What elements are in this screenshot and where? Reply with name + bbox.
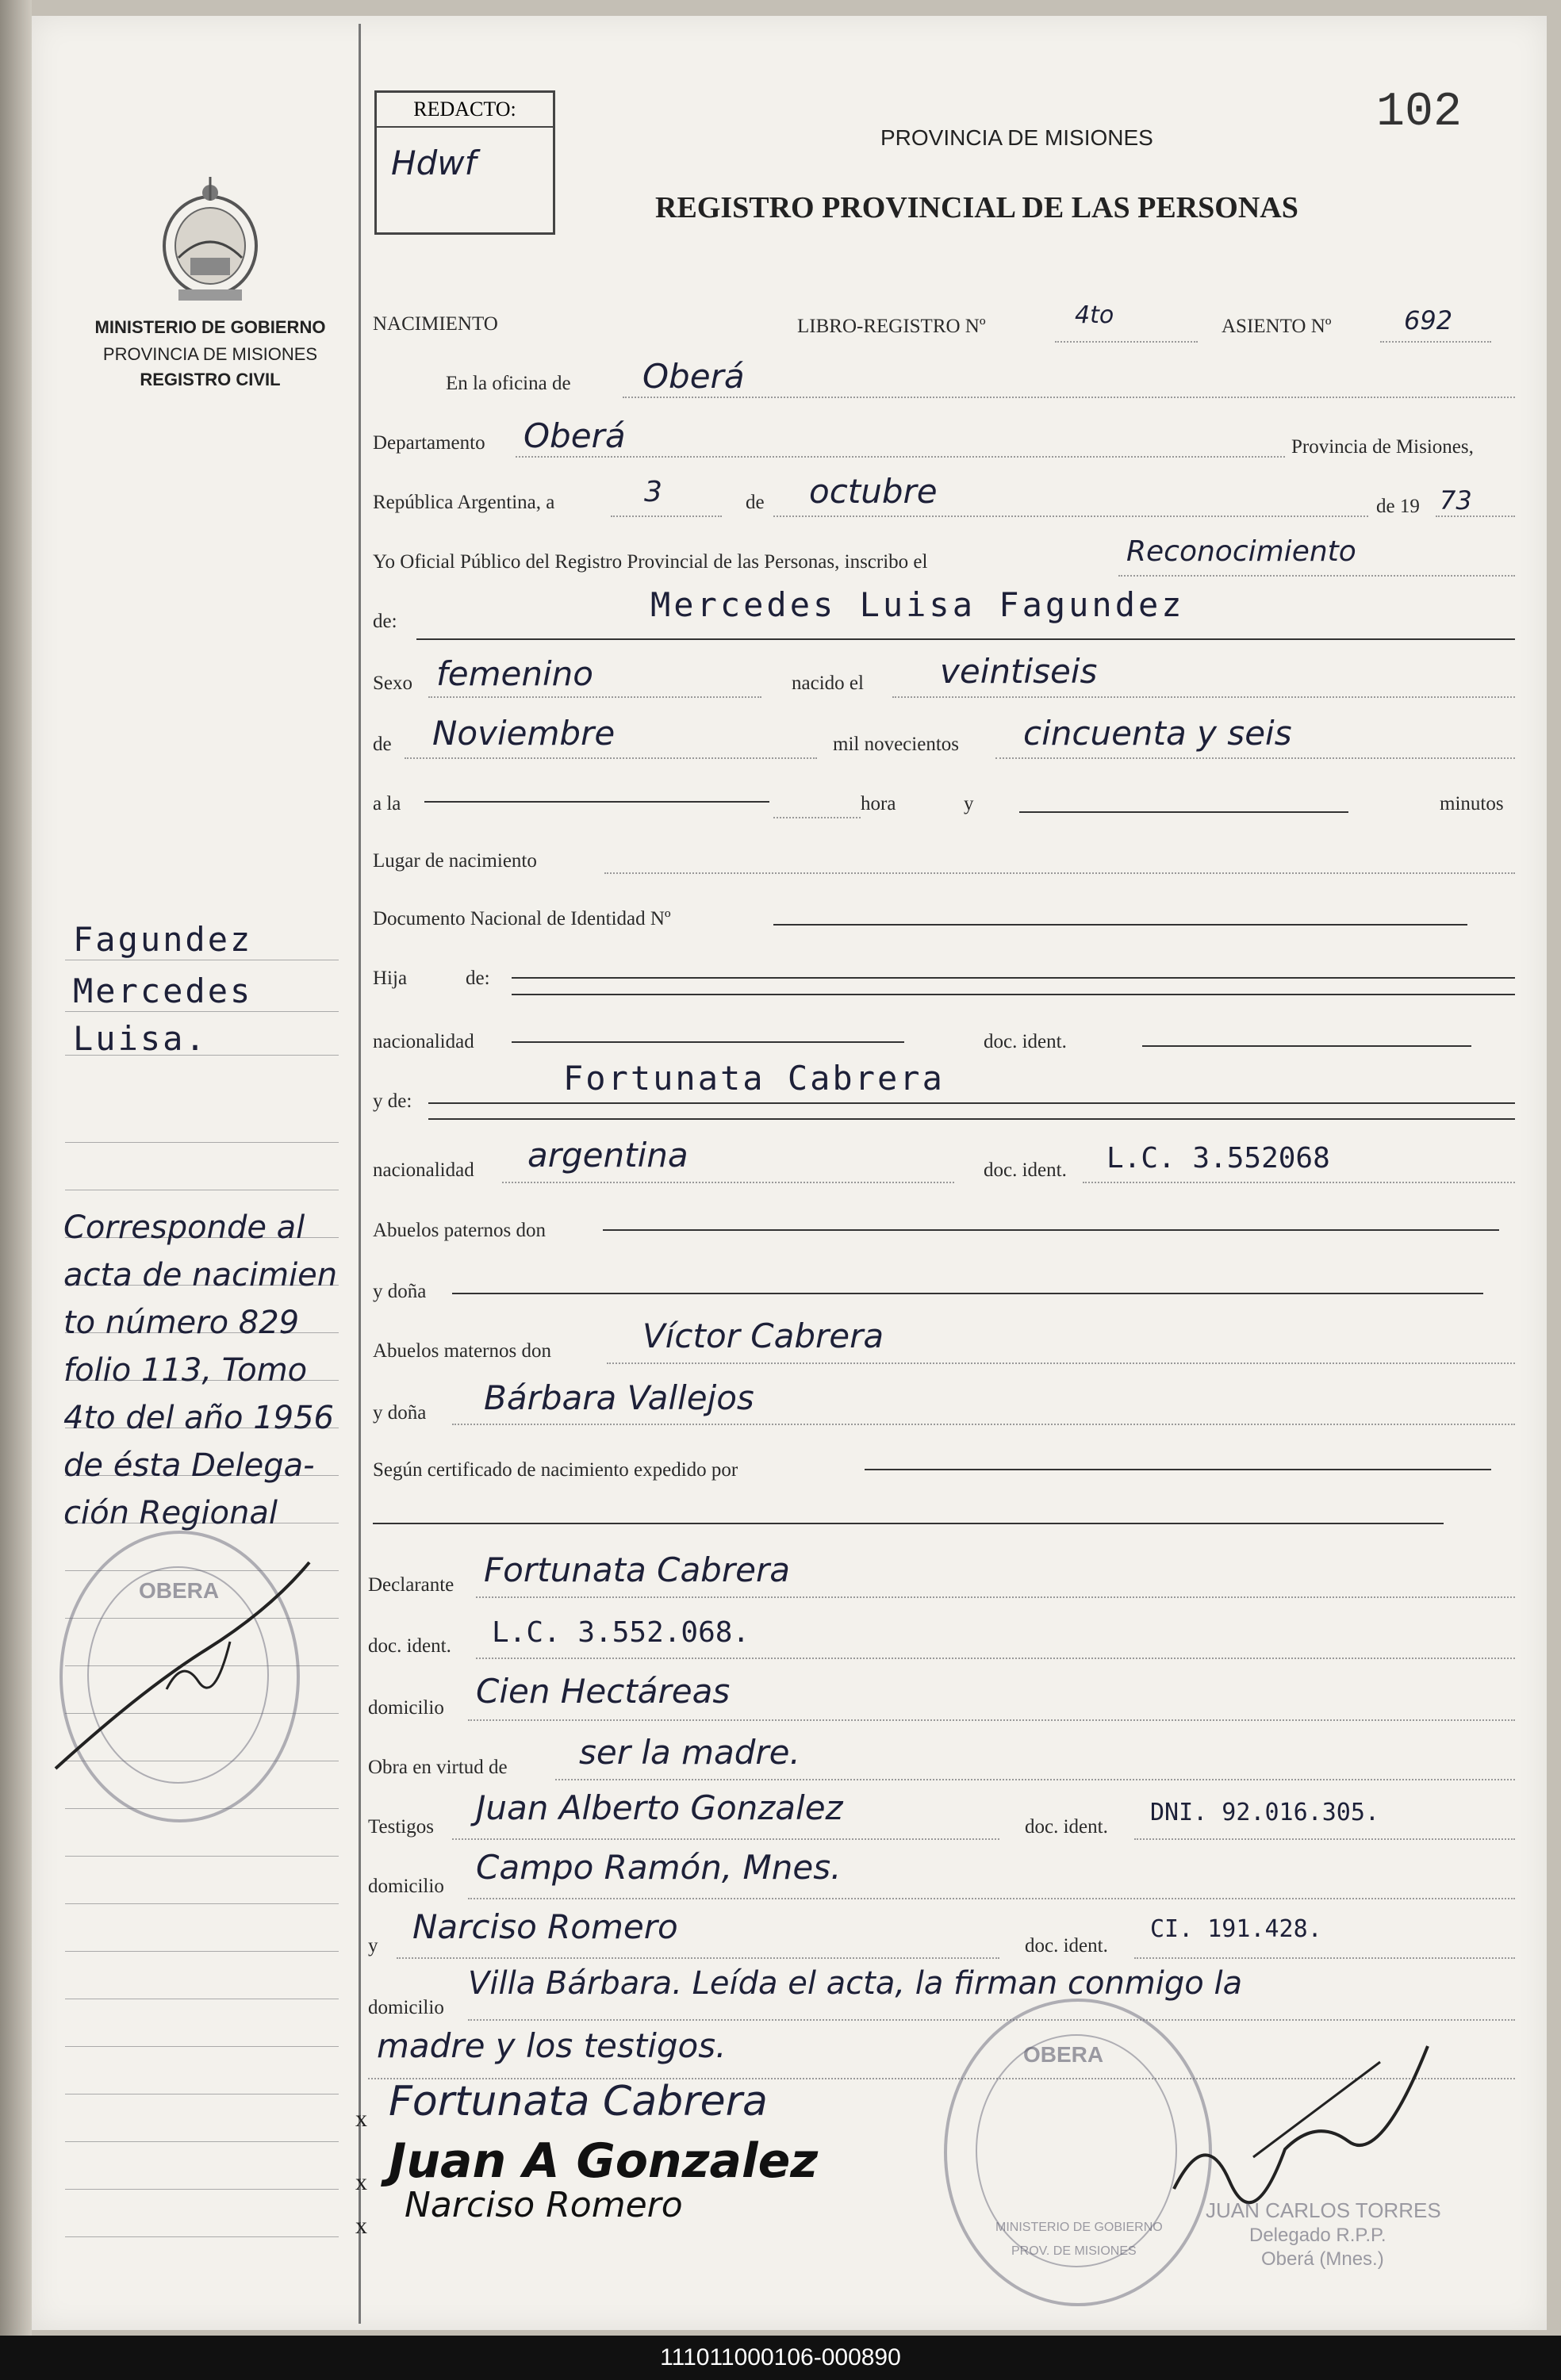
nacionalidad-label: nacionalidad [373, 1031, 474, 1052]
testigo2-domicilio: Villa Bárbara. Leída el acta, la firman conmigo la [468, 1965, 1243, 2002]
declarante-doc-value: L.C. 3.552.068. [492, 1616, 750, 1649]
nacido-label: nacido el [792, 673, 864, 694]
abuelos-maternos-label: Abuelos maternos don [373, 1340, 551, 1362]
official-seal-ministry: MINISTERIO DE GOBIERNO [995, 2221, 1163, 2234]
margin-note-5: 4to del año 1956 [63, 1400, 334, 1436]
libro-label: LIBRO-REGISTRO Nº [797, 316, 986, 337]
sexo-value: femenino [436, 654, 593, 693]
obra-value: ser la madre. [579, 1733, 800, 1772]
margin-divider [359, 24, 361, 2324]
declarante-value: Fortunata Cabrera [484, 1550, 790, 1589]
nacionalidad2-value: argentina [527, 1136, 688, 1175]
margin-signature-scribble [48, 1554, 317, 1792]
page-number: 102 [1376, 86, 1463, 140]
ministry-header [71, 317, 349, 390]
asiento-label: ASIENTO Nº [1222, 316, 1332, 337]
official-title: Delegado R.P.P. [1249, 2225, 1386, 2246]
closing-line: madre y los testigos. [377, 2026, 727, 2065]
margin-note-1: Corresponde al [63, 1209, 305, 1246]
provincia-suffix: Provincia de Misiones, [1291, 436, 1474, 458]
ala-label: a la [373, 793, 401, 814]
asiento-value: 692 [1404, 305, 1453, 335]
testigo2-doc-label: doc. ident. [1025, 1935, 1108, 1957]
yde-label: y de: [373, 1090, 412, 1112]
minutos-label: minutos [1440, 793, 1504, 814]
hora-label: hora [861, 793, 896, 814]
mil-value: cincuenta y seis [1023, 714, 1292, 753]
testigos-label: Testigos [368, 1816, 434, 1838]
year-label: de 19 [1376, 496, 1420, 517]
margin-note-6: de ésta Delega- [63, 1447, 315, 1484]
testigo1-value: Juan Alberto Gonzalez [476, 1788, 843, 1827]
day-value: 3 [644, 476, 662, 508]
nacimiento-label: NACIMIENTO [373, 313, 498, 335]
testigo1-doc: DNI. 92.016.305. [1150, 1799, 1379, 1826]
testigo2-domicilio-label: domicilio [368, 1997, 444, 2018]
abuelos-paternos-label: Abuelos paternos don [373, 1220, 547, 1241]
official-place: Oberá (Mnes.) [1261, 2248, 1384, 2270]
signature-1: Fortunata Cabrera [389, 2078, 768, 2125]
testigo2-doc: CI. 191.428. [1150, 1915, 1322, 1943]
domicilio-value: Cien Hectáreas [476, 1672, 731, 1711]
official-seal-title: OBERA [1023, 2042, 1104, 2067]
de3-label: de [373, 734, 392, 755]
obra-label: Obra en virtud de [368, 1757, 508, 1778]
redacto-box [374, 90, 555, 235]
year-value: 73 [1440, 485, 1472, 515]
dni-label: Documento Nacional de Identidad Nº [373, 908, 671, 929]
departamento-label: Departamento [373, 432, 485, 454]
nacido-month: Noviembre [432, 714, 616, 753]
mil-label: mil novecientos [833, 734, 959, 755]
signature-3: Narciso Romero [405, 2185, 683, 2225]
nacido-value: veintiseis [940, 652, 1098, 691]
ydona-label: y doña [373, 1281, 427, 1302]
testigo1-doc-label: doc. ident. [1025, 1816, 1108, 1838]
nacionalidad2-label: nacionalidad [373, 1159, 474, 1181]
margin-note-7: ción Regional [63, 1495, 278, 1531]
oficina-value: Oberá [642, 357, 745, 396]
declarante-doc-label: doc. ident. [368, 1635, 451, 1657]
inscribo-value: Reconocimiento [1126, 535, 1356, 568]
hijo-label: Hija [373, 968, 408, 989]
declarante-label: Declarante [368, 1574, 454, 1596]
oficina-label: En la oficina de [446, 373, 571, 394]
sig2-mark: x [355, 2169, 367, 2195]
margin-name-2: Mercedes [73, 972, 253, 1010]
signature-2: Juan A Gonzalez [389, 2133, 819, 2189]
official-seal-province: PROV. DE MISIONES [1011, 2244, 1137, 2258]
testigo1-domicilio: Campo Ramón, Mnes. [476, 1848, 842, 1887]
province-header: PROVINCIA DE MISIONES [880, 125, 1153, 150]
segun-label: Según certificado de nacimiento expedido por [373, 1459, 738, 1481]
republica-label: República Argentina, a [373, 492, 555, 513]
abuelo-materno-value: Víctor Cabrera [642, 1316, 884, 1355]
margin-note-4: folio 113, Tomo [63, 1352, 308, 1389]
book-spine [0, 0, 32, 2336]
official-name: JUAN CARLOS TORRES [1206, 2198, 1441, 2222]
de-label: de [746, 492, 765, 513]
margin-name-3: Luisa. [73, 1019, 208, 1058]
oficial-text: Yo Oficial Público del Registro Provincial de las Personas, inscribo el [373, 551, 928, 573]
lugar-label: Lugar de nacimiento [373, 850, 537, 872]
barcode-id: 111011000106-000890 [0, 2336, 1561, 2380]
y2-label: y [368, 1935, 378, 1957]
margin-note-2: acta de nacimien [63, 1257, 338, 1293]
madre-value: Fortunata Cabrera [563, 1059, 945, 1098]
doc-ident-label: doc. ident. [984, 1031, 1067, 1052]
margin-note-3: to número 829 [63, 1305, 300, 1341]
sig3-mark: x [355, 2213, 367, 2239]
testigo1-domicilio-label: domicilio [368, 1876, 444, 1897]
registry-header: REGISTRO PROVINCIAL DE LAS PERSONAS [655, 191, 1298, 224]
y-label: y [964, 793, 974, 814]
ministry-line3: REGISTRO CIVIL [140, 370, 281, 389]
doc-ident2-label: doc. ident. [984, 1159, 1067, 1181]
name-value: Mercedes Luisa Fagundez [650, 585, 1185, 624]
redacto-value: Hdwf [391, 144, 477, 182]
libro-value: 4to [1075, 301, 1114, 329]
ydona2-label: y doña [373, 1402, 427, 1424]
doc-ident2-value: L.C. 3.552068 [1107, 1142, 1330, 1175]
margin-name-1: Fagundez [73, 920, 253, 959]
sexo-label: Sexo [373, 673, 412, 694]
domicilio-label: domicilio [368, 1697, 444, 1719]
sig1-mark: x [355, 2106, 367, 2132]
hijo-de-label: de: [466, 968, 490, 989]
testigo2-value: Narciso Romero [412, 1907, 678, 1946]
ministry-line2: PROVINCIA DE MISIONES [102, 344, 318, 364]
margin-seal-text: OBERA [139, 1578, 220, 1603]
ministry-line1: MINISTERIO DE GOBIERNO [94, 317, 326, 337]
official-signature [1158, 2030, 1444, 2213]
abuela-materna-value: Bárbara Vallejos [484, 1378, 754, 1417]
redacto-label: REDACTO: [377, 93, 553, 128]
de2-label: de: [373, 611, 397, 632]
coat-of-arms-icon [147, 171, 274, 301]
month-value: octubre [809, 472, 938, 511]
departamento-value: Oberá [524, 416, 626, 455]
